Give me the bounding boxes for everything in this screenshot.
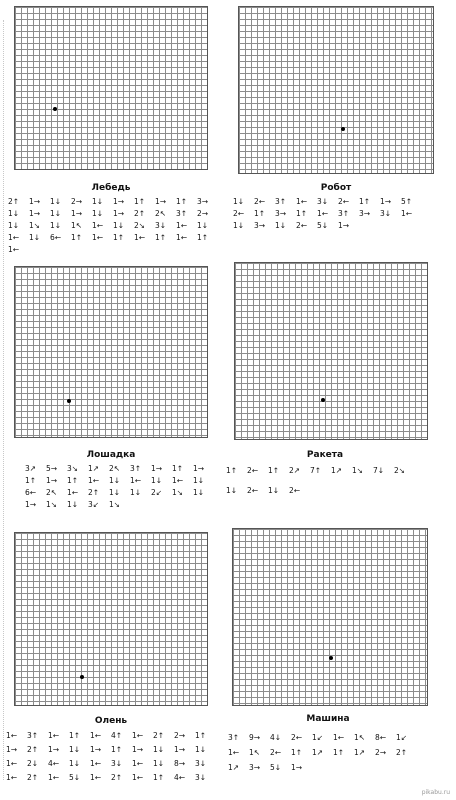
instructions-robot	[233, 196, 422, 232]
step-instruction: 4↑	[111, 731, 123, 740]
step-instruction: 1↑	[113, 233, 125, 242]
step-instruction: 1↑	[333, 748, 345, 757]
step-instruction: 1↓	[29, 233, 41, 242]
step-instruction: 3↓	[317, 197, 329, 206]
title-swan: Лебедь	[91, 183, 131, 193]
step-instruction: 1→	[151, 464, 163, 473]
step-instruction: 7↓	[373, 466, 385, 475]
step-instruction: 1↑	[71, 233, 83, 242]
instruction-line	[6, 730, 216, 744]
step-instruction: 2↘	[134, 221, 146, 230]
step-instruction: 1←	[67, 488, 79, 497]
step-instruction: 1→	[291, 763, 303, 772]
step-instruction: 1←	[134, 233, 146, 242]
step-instruction: 1↓	[151, 476, 163, 485]
step-instruction: 2↑	[111, 773, 123, 782]
step-instruction: 2↑	[27, 773, 39, 782]
title-robot: Робот	[320, 183, 352, 193]
instruction-line	[8, 208, 218, 220]
step-instruction: 2↖	[155, 209, 167, 218]
step-instruction: 1↑	[25, 476, 37, 485]
step-instruction: 1↖	[354, 733, 366, 742]
step-instruction: 2←	[254, 197, 266, 206]
step-instruction: 1↑	[67, 476, 79, 485]
step-instruction: 1↑	[268, 466, 280, 475]
step-instruction: 1↓	[67, 500, 79, 509]
step-instruction: 9→	[249, 733, 261, 742]
step-instruction: 1←	[296, 197, 308, 206]
step-instruction: 3↑	[338, 209, 350, 218]
step-instruction: 1↙	[312, 733, 324, 742]
step-instruction: 1←	[172, 476, 184, 485]
start-dot-robot	[341, 127, 345, 131]
step-instruction: 1←	[132, 759, 144, 768]
step-instruction: 1↓	[130, 488, 142, 497]
step-instruction: 1→	[174, 745, 186, 754]
step-instruction: 3↗	[25, 464, 37, 473]
step-instruction: 1↓	[193, 488, 205, 497]
step-instruction: 3↙	[88, 500, 100, 509]
step-instruction: 3↓	[111, 759, 123, 768]
step-instruction: 2↑	[153, 731, 165, 740]
step-instruction: 1↙	[396, 733, 408, 742]
step-instruction: 1→	[193, 464, 205, 473]
step-instruction: 1↑	[226, 466, 238, 475]
step-instruction: 5↑	[401, 197, 413, 206]
step-instruction: 1→	[46, 476, 58, 485]
step-instruction: 2←	[233, 209, 245, 218]
step-instruction: 1↗	[354, 748, 366, 757]
step-instruction: 2↙	[151, 488, 163, 497]
step-instruction: 3→	[275, 209, 287, 218]
step-instruction: 3↑	[275, 197, 287, 206]
step-instruction: 1↑	[291, 748, 303, 757]
step-instruction: 1→	[155, 197, 167, 206]
watermark: pikabu.ru	[421, 789, 450, 796]
instruction-line	[233, 208, 422, 220]
step-instruction: 2↘	[394, 466, 406, 475]
step-instruction: 1↓	[109, 488, 121, 497]
step-instruction: 1←	[176, 221, 188, 230]
step-instruction: 1←	[333, 733, 345, 742]
step-instruction: 2←	[247, 486, 259, 495]
step-instruction: 2←	[338, 197, 350, 206]
step-instruction: 1→	[338, 221, 350, 230]
step-instruction: 1→	[48, 745, 60, 754]
title-horse: Лошадка	[86, 450, 136, 460]
step-instruction: 1↑	[195, 731, 207, 740]
title-car: Машина	[306, 714, 350, 724]
step-instruction: 2↖	[109, 464, 121, 473]
instructions-horse	[25, 463, 214, 511]
step-instruction: 1→	[380, 197, 392, 206]
step-instruction: 1←	[92, 233, 104, 242]
step-instruction: 1←	[6, 773, 18, 782]
step-instruction: 1↓	[50, 209, 62, 218]
step-instruction: 1↓	[50, 197, 62, 206]
step-instruction: 3→	[359, 209, 371, 218]
step-instruction: 7↑	[310, 466, 322, 475]
step-instruction: 2↖	[46, 488, 58, 497]
instruction-line	[25, 499, 214, 511]
left-margin-marks	[3, 20, 5, 780]
step-instruction: 1↑	[153, 773, 165, 782]
step-instruction: 1↓	[8, 221, 20, 230]
step-instruction: 2↑	[27, 745, 39, 754]
instruction-line	[233, 220, 422, 232]
step-instruction: 2↑	[8, 197, 20, 206]
step-instruction: 6←	[50, 233, 62, 242]
step-instruction: 1↑	[197, 233, 209, 242]
instructions-swan	[8, 196, 218, 256]
step-instruction: 1↓	[153, 759, 165, 768]
step-instruction: 1↓	[69, 745, 81, 754]
step-instruction: 1→	[6, 745, 18, 754]
step-instruction: 1←	[48, 773, 60, 782]
step-instruction: 1↓	[50, 221, 62, 230]
step-instruction: 1→	[29, 209, 41, 218]
step-instruction: 1→	[29, 197, 41, 206]
step-instruction: 5↓	[317, 221, 329, 230]
step-instruction: 1↖	[71, 221, 83, 230]
step-instruction: 1←	[6, 731, 18, 740]
instruction-line	[8, 220, 218, 232]
instruction-line	[228, 762, 417, 777]
step-instruction: 1↑	[155, 233, 167, 242]
step-instruction: 1↑	[69, 731, 81, 740]
step-instruction: 2←	[247, 466, 259, 475]
title-deer: Олень	[94, 716, 128, 726]
step-instruction: 1↑	[254, 209, 266, 218]
step-instruction: 3→	[197, 197, 209, 206]
start-dot-deer	[80, 675, 84, 679]
step-instruction: 1→	[113, 197, 125, 206]
step-instruction: 4↓	[270, 733, 282, 742]
start-dot-car	[329, 656, 333, 660]
start-dot-rocket	[321, 398, 325, 402]
step-instruction: 1↓	[197, 221, 209, 230]
step-instruction: 2→	[197, 209, 209, 218]
step-instruction: 3→	[249, 763, 261, 772]
start-dot-swan	[53, 107, 57, 111]
instructions-rocket	[226, 465, 415, 497]
step-instruction: 1→	[132, 745, 144, 754]
step-instruction: 3↓	[195, 759, 207, 768]
step-instruction: 1↑	[296, 209, 308, 218]
step-instruction: 1↓	[8, 209, 20, 218]
step-instruction: 2→	[375, 748, 387, 757]
step-instruction: 1↓	[226, 486, 238, 495]
instruction-line	[25, 463, 214, 475]
grid-robot	[238, 6, 434, 174]
step-instruction: 2↑	[88, 488, 100, 497]
step-instruction: 1↗	[228, 763, 240, 772]
instruction-line	[8, 232, 218, 244]
instruction-line	[6, 758, 216, 772]
step-instruction: 1→	[25, 500, 37, 509]
instruction-line	[226, 485, 415, 497]
grid-swan	[14, 6, 208, 170]
start-dot-horse	[67, 399, 71, 403]
step-instruction: 1↓	[92, 209, 104, 218]
step-instruction: 1↓	[195, 745, 207, 754]
step-instruction: 1→	[71, 209, 83, 218]
step-instruction: 1↖	[249, 748, 261, 757]
grid-car	[232, 528, 428, 706]
instructions-deer	[6, 730, 216, 786]
instruction-line	[228, 747, 417, 762]
step-instruction: 2←	[291, 733, 303, 742]
step-instruction: 1↓	[109, 476, 121, 485]
instruction-line	[25, 475, 214, 487]
step-instruction: 3↓	[155, 221, 167, 230]
step-instruction: 2↗	[289, 466, 301, 475]
step-instruction: 3↑	[228, 733, 240, 742]
step-instruction: 2←	[270, 748, 282, 757]
step-instruction: 1←	[90, 731, 102, 740]
step-instruction: 1↑	[359, 197, 371, 206]
step-instruction: 1←	[176, 233, 188, 242]
step-instruction: 3↓	[380, 209, 392, 218]
step-instruction: 1↘	[172, 488, 184, 497]
step-instruction: 1↘	[109, 500, 121, 509]
title-rocket: Ракета	[306, 450, 344, 460]
step-instruction: 1↘	[29, 221, 41, 230]
step-instruction: 3↑	[130, 464, 142, 473]
step-instruction: 3↑	[176, 209, 188, 218]
step-instruction: 1↓	[153, 745, 165, 754]
step-instruction: 4←	[48, 759, 60, 768]
step-instruction: 1↓	[92, 197, 104, 206]
step-instruction: 1←	[48, 731, 60, 740]
step-instruction: 1←	[132, 773, 144, 782]
instruction-line	[226, 465, 415, 485]
step-instruction: 1↓	[233, 221, 245, 230]
step-instruction: 1↗	[331, 466, 343, 475]
step-instruction: 2↑	[396, 748, 408, 757]
step-instruction: 1↓	[69, 759, 81, 768]
step-instruction: 8←	[375, 733, 387, 742]
instruction-line	[228, 732, 417, 747]
step-instruction: 1←	[8, 233, 20, 242]
step-instruction: 1←	[92, 221, 104, 230]
step-instruction: 3↑	[27, 731, 39, 740]
step-instruction: 2→	[71, 197, 83, 206]
grid-horse	[14, 266, 208, 438]
step-instruction: 1↓	[268, 486, 280, 495]
step-instruction: 1↘	[46, 500, 58, 509]
step-instruction: 3→	[254, 221, 266, 230]
step-instruction: 1←	[6, 759, 18, 768]
instruction-line	[233, 196, 422, 208]
instruction-line	[8, 244, 218, 256]
instruction-line	[25, 487, 214, 499]
step-instruction: 5↓	[69, 773, 81, 782]
step-instruction: 1↑	[172, 464, 184, 473]
instructions-car	[228, 732, 417, 777]
step-instruction: 2↑	[134, 209, 146, 218]
step-instruction: 1→	[90, 745, 102, 754]
step-instruction: 1↘	[352, 466, 364, 475]
step-instruction: 4←	[174, 773, 186, 782]
step-instruction: 1↗	[88, 464, 100, 473]
step-instruction: 1↓	[233, 197, 245, 206]
step-instruction: 1↓	[193, 476, 205, 485]
step-instruction: 1←	[90, 773, 102, 782]
step-instruction: 6←	[25, 488, 37, 497]
step-instruction: 1←	[132, 731, 144, 740]
instruction-line	[6, 744, 216, 758]
step-instruction: 8→	[174, 759, 186, 768]
step-instruction: 1↑	[176, 197, 188, 206]
step-instruction: 1←	[228, 748, 240, 757]
instruction-line	[8, 196, 218, 208]
step-instruction: 5↓	[270, 763, 282, 772]
step-instruction: 3↓	[195, 773, 207, 782]
step-instruction: 1←	[130, 476, 142, 485]
step-instruction: 3↘	[67, 464, 79, 473]
step-instruction: 1←	[90, 759, 102, 768]
step-instruction: 1←	[8, 245, 20, 254]
instruction-line	[6, 772, 216, 786]
step-instruction: 2→	[174, 731, 186, 740]
step-instruction: 1→	[113, 209, 125, 218]
step-instruction: 1↗	[312, 748, 324, 757]
step-instruction: 1↓	[113, 221, 125, 230]
step-instruction: 1←	[88, 476, 100, 485]
grid-rocket	[234, 262, 428, 440]
step-instruction: 1↑	[134, 197, 146, 206]
step-instruction: 1←	[317, 209, 329, 218]
step-instruction: 2←	[289, 486, 301, 495]
step-instruction: 2←	[296, 221, 308, 230]
step-instruction: 1↓	[275, 221, 287, 230]
step-instruction: 1←	[401, 209, 413, 218]
step-instruction: 1↑	[111, 745, 123, 754]
grid-deer	[14, 532, 208, 706]
step-instruction: 2↓	[27, 759, 39, 768]
step-instruction: 5→	[46, 464, 58, 473]
